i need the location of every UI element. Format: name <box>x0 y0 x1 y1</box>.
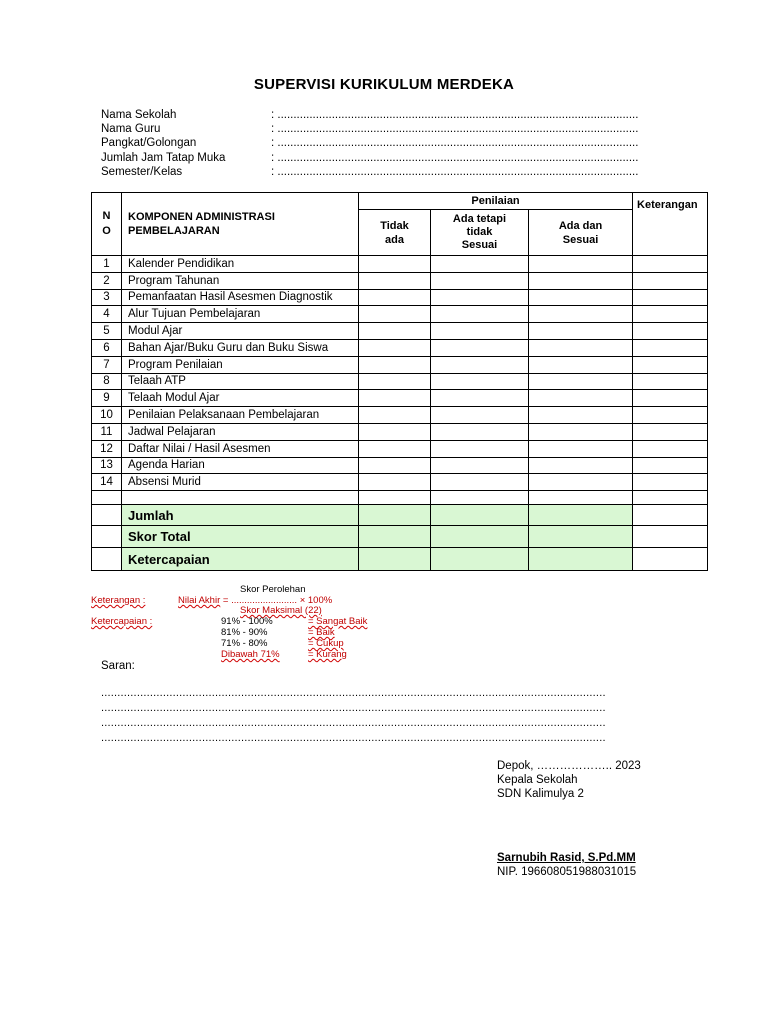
result-text: = Cukup <box>308 638 344 649</box>
field-value: : ................................................................................................................. <box>271 165 639 178</box>
row-item: Alur Tujuan Pembelajaran <box>122 306 359 323</box>
check-tidak-ada[interactable] <box>359 373 431 390</box>
row-number: 3 <box>92 289 122 306</box>
saran-line[interactable]: ........................................................................................................................................................... <box>101 687 606 699</box>
check-ada-tidak-sesuai[interactable] <box>431 474 529 491</box>
score-cell[interactable] <box>359 526 431 548</box>
result-4 <box>308 649 347 660</box>
table-row <box>92 407 708 424</box>
row-number: 1 <box>92 256 122 273</box>
row-number: 11 <box>92 423 122 440</box>
skor-total-label: Skor Total <box>122 526 359 548</box>
row-number: 12 <box>92 440 122 457</box>
check-ada-sesuai[interactable] <box>529 272 633 289</box>
check-ada-tidak-sesuai[interactable] <box>431 289 529 306</box>
formula-ketercapaian-label <box>91 616 152 627</box>
field-label: Semester/Kelas <box>101 165 183 178</box>
header-no-line: O <box>102 225 111 237</box>
result-3 <box>308 638 344 649</box>
empty-cell <box>359 491 431 505</box>
row-number: 4 <box>92 306 122 323</box>
score-cell[interactable] <box>431 526 529 548</box>
header-ada-tetapi-tidak-sesuai <box>431 210 529 256</box>
range-2: 81% - 90% <box>221 627 268 638</box>
empty-cell <box>633 491 708 505</box>
signature-name: Sarnubih Rasid, S.Pd.MM <box>497 852 636 864</box>
header-line: Sesuai <box>562 233 599 246</box>
table-header-row <box>92 193 708 210</box>
check-ada-tidak-sesuai[interactable] <box>431 407 529 424</box>
result-text: = Kurang <box>308 649 347 660</box>
check-tidak-ada[interactable] <box>359 474 431 491</box>
header-line: Ada tetapi <box>452 213 507 225</box>
table-row <box>92 306 708 323</box>
check-tidak-ada[interactable] <box>359 306 431 323</box>
field-label: Nama Sekolah <box>101 109 177 121</box>
check-ada-tidak-sesuai[interactable] <box>431 440 529 457</box>
check-ada-tidak-sesuai[interactable] <box>431 457 529 474</box>
header-no-line: N <box>102 210 111 222</box>
check-ada-tidak-sesuai[interactable] <box>431 373 529 390</box>
signature-position: Kepala Sekolah <box>497 774 578 786</box>
empty-cell <box>92 491 122 505</box>
signature-nip: NIP. 196608051988031015 <box>497 866 637 878</box>
field-jam-tatap-muka <box>101 151 676 165</box>
keterangan-cell[interactable] <box>633 323 708 340</box>
table-row <box>92 272 708 289</box>
check-ada-sesuai[interactable] <box>529 306 633 323</box>
keterangan-cell[interactable] <box>633 474 708 491</box>
check-ada-tidak-sesuai[interactable] <box>431 272 529 289</box>
empty-cell <box>529 491 633 505</box>
formula-skor-maksimal <box>240 605 322 616</box>
field-value: : ................................................................................................................. <box>271 137 639 150</box>
score-cell[interactable] <box>431 548 529 571</box>
empty-cell <box>431 491 529 505</box>
signature-school: SDN Kalimulya 2 <box>497 788 584 800</box>
row-item: Pemanfaatan Hasil Asesmen Diagnostik <box>122 289 359 306</box>
signature-place-date: Depok, ……………….. 2023 <box>497 760 641 772</box>
range-4 <box>221 649 280 660</box>
check-ada-sesuai[interactable] <box>529 440 633 457</box>
row-number: 2 <box>92 272 122 289</box>
saran-label: Saran: <box>101 660 135 672</box>
keterangan-label-text: Keterangan : <box>91 595 146 606</box>
row-skor-total <box>92 526 708 548</box>
row-item: Jadwal Pelajaran <box>122 423 359 440</box>
field-nama-sekolah <box>101 108 676 122</box>
table-row <box>92 256 708 273</box>
field-label: Pangkat/Golongan <box>101 137 197 150</box>
total-no-cell <box>92 505 122 526</box>
header-line: Sesuai <box>461 239 498 251</box>
check-tidak-ada[interactable] <box>359 390 431 407</box>
check-tidak-ada[interactable] <box>359 457 431 474</box>
row-jumlah <box>92 505 708 526</box>
saran-line[interactable]: ........................................................................................................................................................... <box>101 732 606 744</box>
field-label: Nama Guru <box>101 123 161 136</box>
table-row <box>92 339 708 356</box>
header-line: tidak <box>466 226 493 238</box>
field-nama-guru <box>101 122 676 136</box>
range-3: 71% - 80% <box>221 638 268 649</box>
check-tidak-ada[interactable] <box>359 339 431 356</box>
check-ada-sesuai[interactable] <box>529 423 633 440</box>
header-line: Ada dan <box>558 219 603 232</box>
row-item: Program Penilaian <box>122 356 359 373</box>
row-item: Penilaian Pelaksanaan Pembelajaran <box>122 407 359 424</box>
row-item: Bahan Ajar/Buku Guru dan Buku Siswa <box>122 339 359 356</box>
check-ada-tidak-sesuai[interactable] <box>431 306 529 323</box>
check-ada-sesuai[interactable] <box>529 339 633 356</box>
formula-keterangan-label <box>91 595 145 606</box>
field-value: : ................................................................................................................. <box>271 151 639 164</box>
header-ada-dan-sesuai <box>529 210 633 256</box>
header-komponen <box>122 193 359 256</box>
score-cell[interactable] <box>529 505 633 526</box>
check-ada-tidak-sesuai[interactable] <box>431 356 529 373</box>
jumlah-label: Jumlah <box>122 505 359 526</box>
nilai-akhir-word: Nilai Akhir <box>178 595 221 606</box>
header-line: ada <box>385 233 404 246</box>
field-pangkat-golongan <box>101 136 676 150</box>
table-row <box>92 440 708 457</box>
table-row <box>92 356 708 373</box>
check-ada-tidak-sesuai[interactable] <box>431 339 529 356</box>
check-ada-tidak-sesuai[interactable] <box>431 256 529 273</box>
table-body <box>92 256 708 491</box>
row-number: 14 <box>92 474 122 491</box>
row-item: Modul Ajar <box>122 323 359 340</box>
row-number: 10 <box>92 407 122 424</box>
field-label: Jumlah Jam Tatap Muka <box>101 151 226 164</box>
table-row <box>92 390 708 407</box>
keterangan-cell[interactable] <box>633 289 708 306</box>
keterangan-cell[interactable] <box>633 457 708 474</box>
keterangan-cell[interactable] <box>633 256 708 273</box>
header-no <box>92 193 122 256</box>
nilai-akhir-rest: = ......................... × 100% <box>220 595 333 606</box>
check-ada-sesuai[interactable] <box>529 356 633 373</box>
saran-line[interactable]: ........................................................................................................................................................... <box>101 717 606 729</box>
keterangan-cell[interactable] <box>633 339 708 356</box>
check-tidak-ada[interactable] <box>359 256 431 273</box>
field-semester-kelas <box>101 165 676 179</box>
keterangan-cell[interactable] <box>633 505 708 526</box>
row-item: Daftar Nilai / Hasil Asesmen <box>122 440 359 457</box>
row-number: 5 <box>92 323 122 340</box>
keterangan-cell[interactable] <box>633 390 708 407</box>
keterangan-cell[interactable] <box>633 526 708 548</box>
keterangan-cell[interactable] <box>633 548 708 571</box>
row-number: 7 <box>92 356 122 373</box>
field-value: : ................................................................................................................. <box>271 109 639 121</box>
keterangan-cell[interactable] <box>633 440 708 457</box>
check-tidak-ada[interactable] <box>359 323 431 340</box>
check-ada-sesuai[interactable] <box>529 390 633 407</box>
check-ada-sesuai[interactable] <box>529 289 633 306</box>
supervision-table <box>91 192 708 571</box>
row-item: Telaah Modul Ajar <box>122 390 359 407</box>
check-ada-sesuai[interactable] <box>529 373 633 390</box>
result-1 <box>308 616 367 627</box>
check-ada-tidak-sesuai[interactable] <box>431 390 529 407</box>
keterangan-cell[interactable] <box>633 306 708 323</box>
range-text: Dibawah 71% <box>221 649 280 660</box>
skor-maksimal-text: Skor Maksimal (22) <box>240 605 322 616</box>
row-item: Agenda Harian <box>122 457 359 474</box>
keterangan-cell[interactable] <box>633 423 708 440</box>
header-keterangan: Keterangan <box>633 193 708 256</box>
check-ada-sesuai[interactable] <box>529 256 633 273</box>
score-cell[interactable] <box>529 548 633 571</box>
total-no-cell <box>92 548 122 571</box>
document-title: SUPERVISI KURIKULUM MERDEKA <box>253 76 515 93</box>
header-penilaian: Penilaian <box>359 193 633 210</box>
check-tidak-ada[interactable] <box>359 289 431 306</box>
keterangan-cell[interactable] <box>633 356 708 373</box>
check-ada-sesuai[interactable] <box>529 474 633 491</box>
header-komponen-line: KOMPONEN ADMINISTRASI <box>128 211 275 223</box>
table-row <box>92 373 708 390</box>
score-cell[interactable] <box>359 548 431 571</box>
row-number: 6 <box>92 339 122 356</box>
ketercapaian-label-text: Ketercapaian : <box>91 616 153 627</box>
check-ada-tidak-sesuai[interactable] <box>431 323 529 340</box>
header-tidak-ada <box>359 210 431 256</box>
check-tidak-ada[interactable] <box>359 407 431 424</box>
check-tidak-ada[interactable] <box>359 272 431 289</box>
result-text: = Sangat Baik <box>308 616 368 627</box>
check-tidak-ada[interactable] <box>359 356 431 373</box>
check-ada-sesuai[interactable] <box>529 407 633 424</box>
header-line: Tidak <box>380 219 409 232</box>
table-row <box>92 457 708 474</box>
table-row <box>92 323 708 340</box>
result-2 <box>308 627 335 638</box>
score-cell[interactable] <box>529 526 633 548</box>
header-komponen-line: PEMBELAJARAN <box>128 225 220 237</box>
check-ada-sesuai[interactable] <box>529 457 633 474</box>
table-row <box>92 423 708 440</box>
range-1: 91% - 100% <box>221 616 273 627</box>
result-text: = Baik <box>308 627 335 638</box>
keterangan-cell[interactable] <box>633 407 708 424</box>
score-cell[interactable] <box>359 505 431 526</box>
check-tidak-ada[interactable] <box>359 423 431 440</box>
row-item: Kalender Pendidikan <box>122 256 359 273</box>
row-item: Absensi Murid <box>122 474 359 491</box>
keterangan-cell[interactable] <box>633 272 708 289</box>
table-row-empty <box>92 491 708 505</box>
row-number: 13 <box>92 457 122 474</box>
table-row <box>92 474 708 491</box>
row-number: 9 <box>92 390 122 407</box>
saran-line[interactable]: ........................................................................................................................................................... <box>101 702 606 714</box>
formula-skor-perolehan: Skor Perolehan <box>240 584 306 595</box>
row-item: Program Tahunan <box>122 272 359 289</box>
keterangan-cell[interactable] <box>633 373 708 390</box>
check-ada-sesuai[interactable] <box>529 323 633 340</box>
ketercapaian-label: Ketercapaian <box>122 548 359 571</box>
row-item: Telaah ATP <box>122 373 359 390</box>
total-no-cell <box>92 526 122 548</box>
check-ada-tidak-sesuai[interactable] <box>431 423 529 440</box>
score-cell[interactable] <box>431 505 529 526</box>
identity-fields <box>101 108 676 179</box>
field-value: : ................................................................................................................. <box>271 123 639 136</box>
row-number: 8 <box>92 373 122 390</box>
empty-cell <box>122 491 359 505</box>
check-tidak-ada[interactable] <box>359 440 431 457</box>
table-row <box>92 289 708 306</box>
row-ketercapaian <box>92 548 708 571</box>
